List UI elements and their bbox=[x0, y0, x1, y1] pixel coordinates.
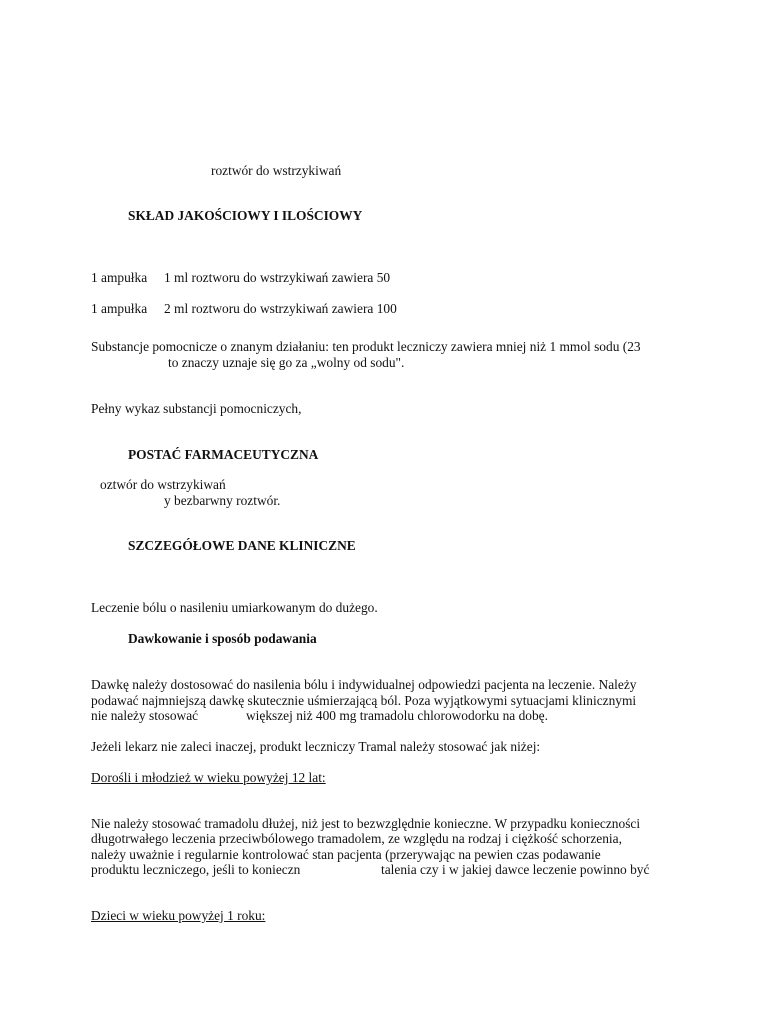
ampoule-2-label: 1 ampułka bbox=[91, 301, 148, 316]
duration-line-2: długotrwałego leczenia przeciwbólowego tramadolem, ze względu na rodzaj i ciężkość schorzenia, bbox=[91, 831, 622, 846]
subheading-adults: Dorośli i młodzież w wieku powyżej 12 lat: bbox=[91, 770, 326, 785]
duration-line-4a: produktu leczniczego, jeśli to konieczn bbox=[91, 862, 301, 877]
duration-line-1: Nie należy stosować tramadolu dłużej, niż jest to bezwzględnie konieczne. W przypadku konieczności bbox=[91, 816, 641, 831]
form-line-top: roztwór do wstrzykiwań bbox=[211, 163, 342, 178]
duration-line-3: należy uważnie i regularnie kontrolować stan pacjenta (przerywając na pewien czas podawanie bbox=[91, 847, 601, 862]
heading-clinical: SZCZEGÓŁOWE DANE KLINICZNE bbox=[128, 538, 356, 553]
heading-composition: SKŁAD JAKOŚCIOWY I ILOŚCIOWY bbox=[128, 208, 363, 223]
excipients-full-list: Pełny wykaz substancji pomocniczych, bbox=[91, 401, 302, 416]
excipients-line-1: Substancje pomocnicze o znanym działaniu: ten produkt leczniczy zawiera mniej niż 1 mmol sodu (23 bbox=[91, 339, 641, 354]
subheading-children: Dzieci w wieku powyżej 1 roku: bbox=[91, 908, 266, 923]
ampoule-2-text: 2 ml roztworu do wstrzykiwań zawiera 100 bbox=[164, 301, 397, 316]
dosage-line-1: Dawkę należy dostosować do nasilenia bólu i indywidualnej odpowiedzi pacjenta na leczenie. Należy bbox=[91, 677, 637, 692]
indication-text: Leczenie bólu o nasileniu umiarkowanym do dużego. bbox=[91, 600, 378, 615]
heading-form: POSTAĆ FARMACEUTYCZNA bbox=[128, 447, 319, 462]
duration-line-4b: talenia czy i w jakiej dawce leczenie powinno być bbox=[381, 862, 650, 877]
dosage-instructions: Jeżeli lekarz nie zaleci inaczej, produkt leczniczy Tramal należy stosować jak niżej: bbox=[91, 739, 541, 754]
dosage-line-3b: większej niż 400 mg tramadolu chlorowodorku na dobę. bbox=[246, 708, 548, 723]
ampoule-1-label: 1 ampułka bbox=[91, 270, 148, 285]
dosage-line-3a: nie należy stosować bbox=[91, 708, 199, 723]
form-line-2: y bezbarwny roztwór. bbox=[164, 493, 281, 508]
heading-dosage: Dawkowanie i sposób podawania bbox=[128, 631, 317, 646]
dosage-line-2: podawać najmniejszą dawkę skutecznie uśmierzającą ból. Poza wyjątkowymi sytuacjami klinicznymi bbox=[91, 693, 637, 708]
excipients-line-2: to znaczy uznaje się go za „wolny od sodu". bbox=[168, 355, 405, 370]
form-line-1: oztwór do wstrzykiwań bbox=[100, 477, 226, 492]
ampoule-1-text: 1 ml roztworu do wstrzykiwań zawiera 50 bbox=[164, 270, 391, 285]
